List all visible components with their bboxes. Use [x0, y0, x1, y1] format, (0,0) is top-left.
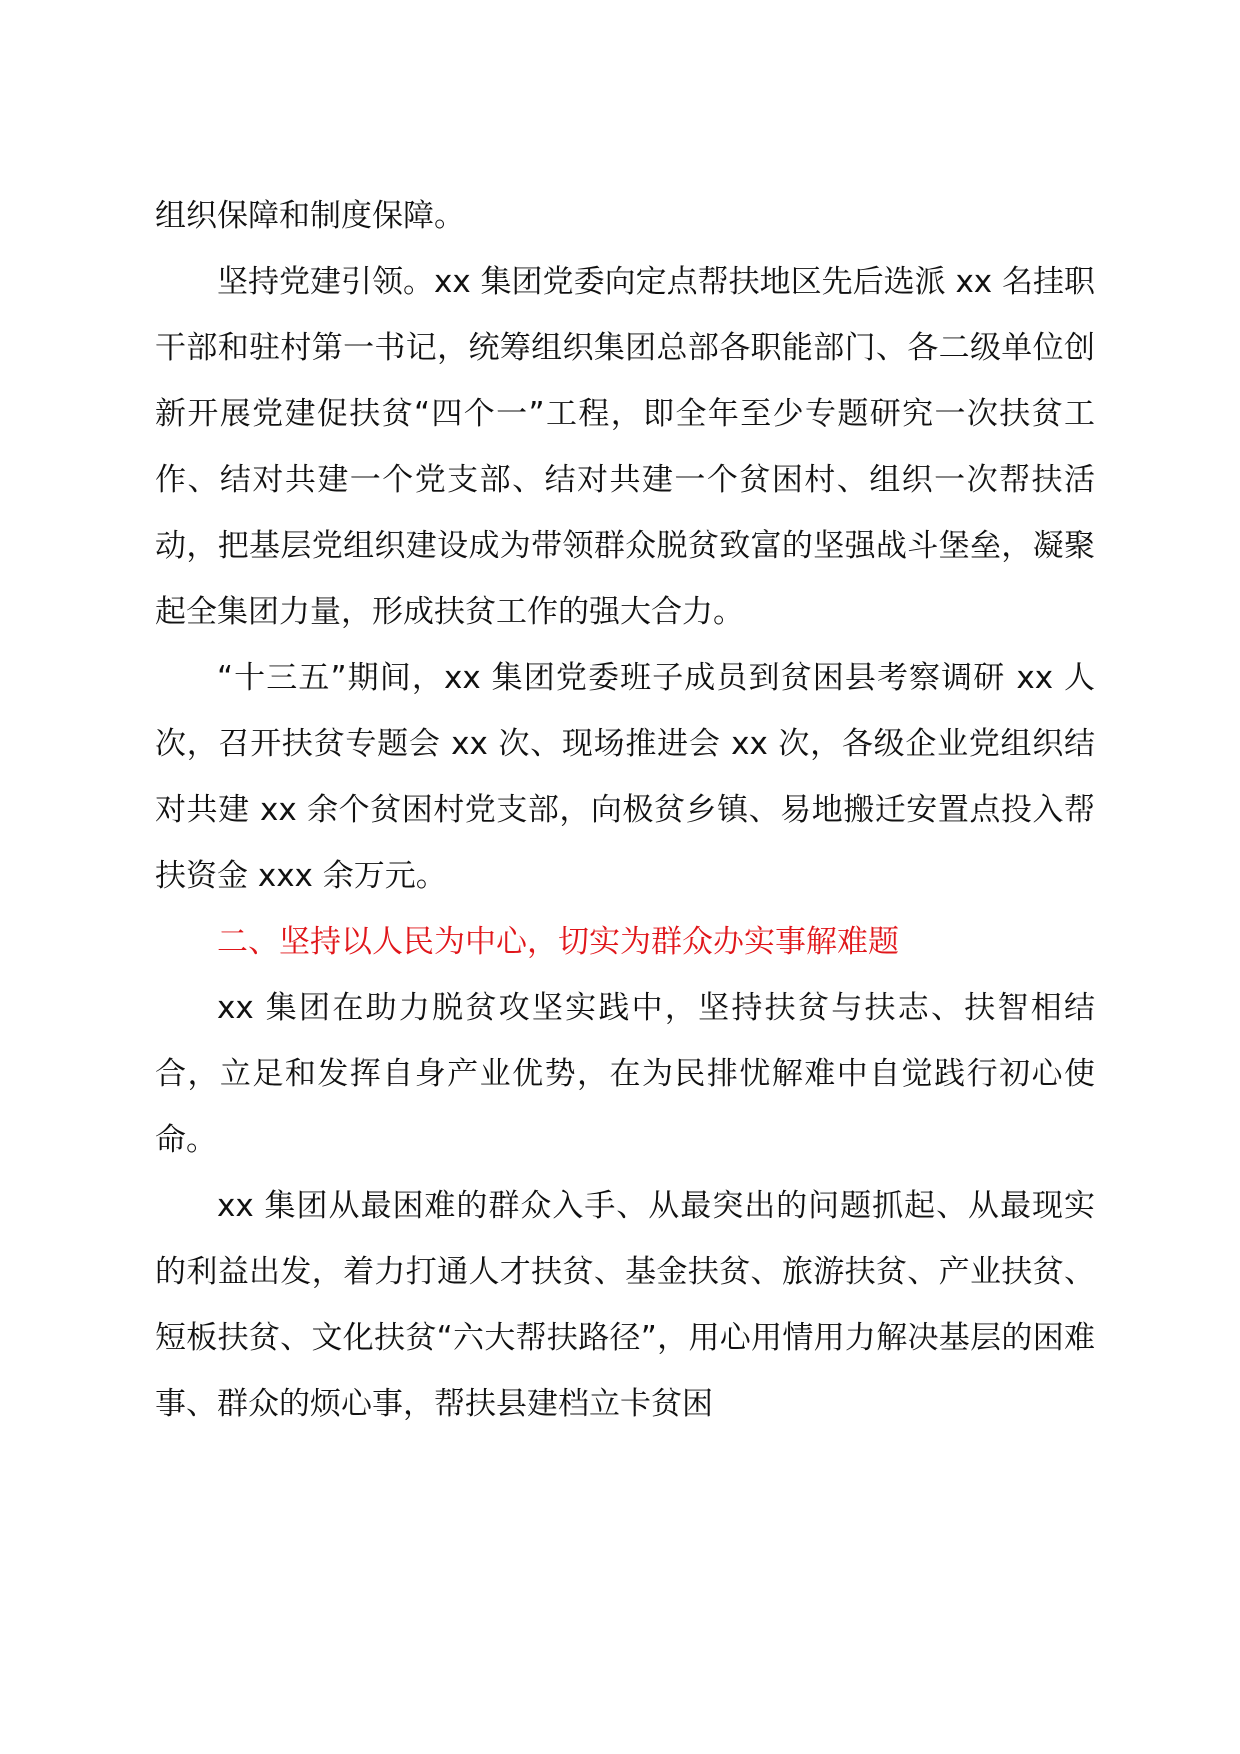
- document-page: [155, 183, 1095, 1437]
- section-heading-2: 二、坚持以人民为中心，切实为群众办实事解难题: [217, 924, 899, 960]
- paragraph-six-paths: xx 集团从最困难的群众入手、从最突出的问题抓起、从最现实的利益出发，着力打通人才扶贫、基金扶贫、旅游扶贫、产业扶贫、短板扶贫、文化扶贫“六大帮扶路径”，用心用情用力解决基层的困难事、群众的烦心事，帮扶县建档立卡贫困: [155, 1188, 1095, 1422]
- paragraph-13th-five-year: “十三五”期间，xx 集团党委班子成员到贫困县考察调研 xx 人次，召开扶贫专题会 xx 次、现场推进会 xx 次，各级企业党组织结对共建 xx 余个贫困村党支部，向极贫乡镇、易地搬迁安置点投入帮扶资金 xxx 余万元。: [155, 660, 1095, 894]
- paragraph-continuation: 组织保障和制度保障。: [155, 198, 465, 234]
- paragraph-party-building: 坚持党建引领。xx 集团党委向定点帮扶地区先后选派 xx 名挂职干部和驻村第一书记，统筹组织集团总部各职能部门、各二级单位创新开展党建促扶贫“四个一”工程，即全年至少专题研究一次扶贫工作、结对共建一个党支部、结对共建一个贫困村、组织一次帮扶活动，把基层党组织建设成为带领群众脱贫致富的坚强战斗堡垒，凝聚起全集团力量，形成扶贫工作的强大合力。: [155, 264, 1095, 630]
- paragraph-poverty-practice: xx 集团在助力脱贫攻坚实践中，坚持扶贫与扶志、扶智相结合，立足和发挥自身产业优势，在为民排忧解难中自觉践行初心使命。: [155, 990, 1095, 1158]
